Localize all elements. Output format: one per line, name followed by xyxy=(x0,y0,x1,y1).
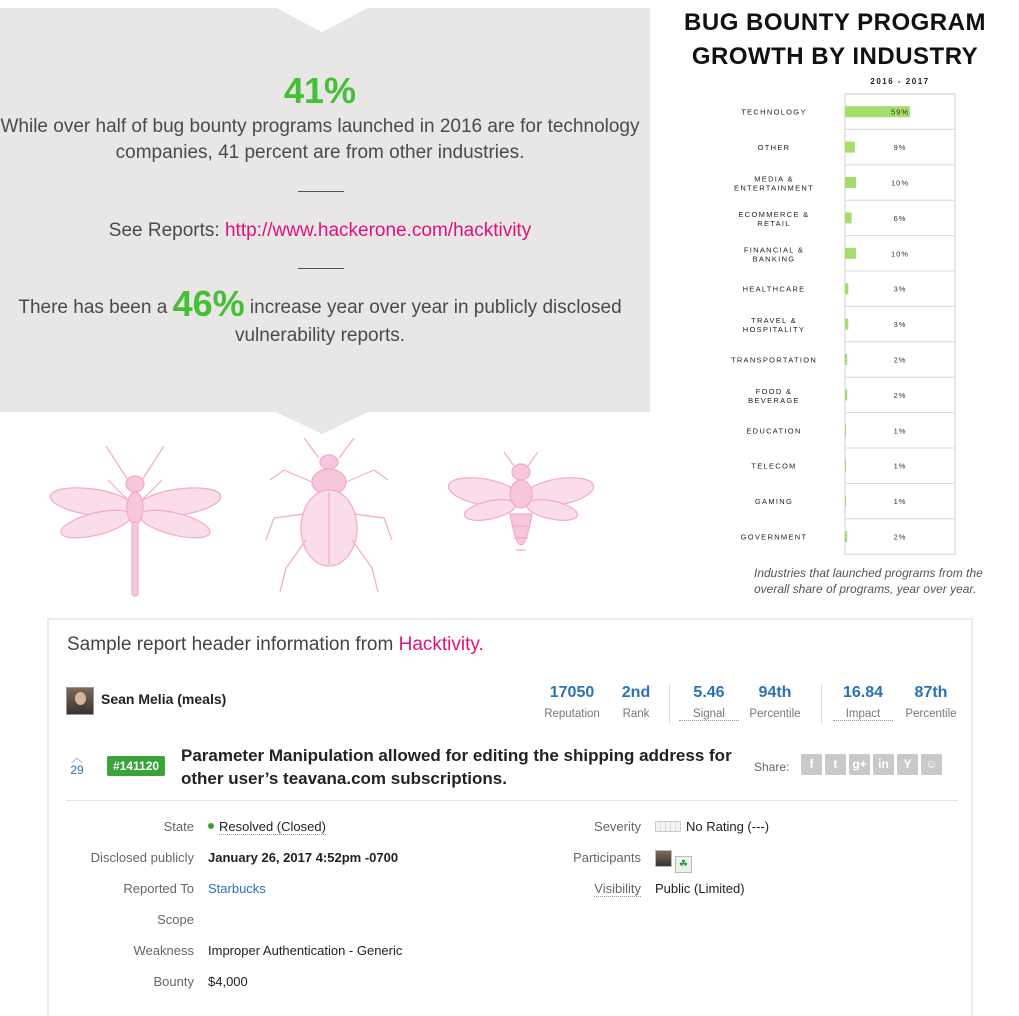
stat-46-description xyxy=(0,283,640,350)
chart-caption: Industries that launched programs from the overall share of programs, year over year. xyxy=(754,566,983,596)
chart-category-label: TRANSPORTATION xyxy=(730,355,818,365)
chart-bar xyxy=(845,425,846,436)
share-label: Share: xyxy=(754,760,790,774)
chart-subtitle: 2016 - 2017 xyxy=(870,77,930,86)
avatar[interactable] xyxy=(66,687,94,715)
reporter-name[interactable]: Sean Melia (meals) xyxy=(101,691,227,707)
chart-category-label: MEDIA & ENTERTAINMENT xyxy=(734,174,814,193)
beetle-icon xyxy=(264,436,394,596)
chart-bar xyxy=(845,142,855,153)
severity-meter-icon xyxy=(655,821,681,832)
metric-label: Reputation xyxy=(544,708,600,720)
field-value-weakness: Improper Authentication - Generic xyxy=(208,943,403,958)
chart-data-label: 59% xyxy=(890,107,910,117)
chart-title: BUG BOUNTY PROGRAM GROWTH BY INDUSTRY xyxy=(684,9,986,70)
metric-value: 87th xyxy=(914,684,948,701)
twitter-icon[interactable]: t xyxy=(825,754,846,775)
field-value-visibility: Public (Limited) xyxy=(655,881,745,896)
dragonfly-icon xyxy=(48,440,223,600)
status-dot-icon xyxy=(208,823,214,829)
starbucks-logo-icon[interactable]: ☘ xyxy=(675,856,692,873)
field-value-state xyxy=(208,819,326,834)
divider xyxy=(298,191,344,192)
field-label-weakness: Weakness xyxy=(133,943,194,958)
stat-46-text-before: There has been a xyxy=(18,297,168,318)
field-value-participants xyxy=(655,850,695,873)
chart-data-label: 1% xyxy=(893,461,907,471)
metric-label[interactable]: Impact xyxy=(833,708,893,721)
metric-impact xyxy=(833,684,893,721)
chart-category-label: ECOMMERCE & RETAIL xyxy=(738,209,810,228)
chart-category-label: TECHNOLOGY xyxy=(741,107,807,117)
facebook-icon[interactable]: f xyxy=(801,754,822,775)
metric-value: 17050 xyxy=(549,684,595,701)
chart-data-label: 10% xyxy=(890,178,910,188)
stat-46-percent: 46% xyxy=(172,283,245,324)
linkedin-icon[interactable]: in xyxy=(873,754,894,775)
visibility-label-text[interactable]: Visibility xyxy=(594,881,641,896)
metric-label: Percentile xyxy=(749,708,801,720)
stat-41-description: While over half of bug bounty programs launched in 2016 are for technology companies, 41 percent are from other industries. xyxy=(0,116,640,163)
share-icons xyxy=(801,754,942,775)
metric-impact-percentile xyxy=(899,684,963,720)
chart-bar xyxy=(845,283,848,294)
card-heading-text: Sample report header information from xyxy=(67,634,399,655)
report-title: Parameter Manipulation allowed for editing the shipping address for other user’s teavana.com subscriptions. xyxy=(181,746,732,788)
metric-value: 5.46 xyxy=(693,684,725,701)
field-label-reported-to: Reported To xyxy=(123,881,194,896)
chart-data-label: 10% xyxy=(890,249,910,259)
field-label-state: State xyxy=(163,819,194,834)
field-value-disclosed: January 26, 2017 4:52pm -0700 xyxy=(208,850,399,865)
field-label-scope: Scope xyxy=(157,912,194,927)
stats-panel xyxy=(0,8,650,412)
card-divider xyxy=(66,800,958,801)
panel-notch-top xyxy=(276,8,368,32)
chart-data-label: 2% xyxy=(893,390,907,400)
chart-data-label: 6% xyxy=(893,213,907,223)
field-value-reported-to[interactable]: Starbucks xyxy=(208,881,266,896)
chart-category-label: GAMING xyxy=(754,497,794,507)
chart-category-label: EDUCATION xyxy=(746,426,802,436)
chart-bar xyxy=(845,319,848,330)
chart-category-label: GOVERNMENT xyxy=(740,532,808,542)
chart-bar xyxy=(845,460,846,471)
see-reports-label: See Reports: xyxy=(108,220,220,241)
metric-separator xyxy=(821,684,822,724)
metric-label: Percentile xyxy=(905,708,957,720)
metric-signal xyxy=(679,684,739,721)
chart-data-label: 9% xyxy=(893,143,907,153)
upvote-count: 29 xyxy=(70,763,84,777)
chart-category-label: OTHER xyxy=(757,143,791,153)
metric-label: Rank xyxy=(622,708,650,720)
chart-bar xyxy=(845,354,847,365)
field-label-visibility xyxy=(489,881,641,896)
card-heading xyxy=(67,634,484,656)
chart-category-label: TELECOM xyxy=(751,461,797,471)
field-label-disclosed: Disclosed publicly xyxy=(90,850,194,865)
see-reports xyxy=(0,220,640,242)
participant-avatar[interactable] xyxy=(655,850,672,867)
report-id-badge[interactable]: #141120 xyxy=(107,756,165,776)
metric-value: 94th xyxy=(758,684,792,701)
state-text: Resolved (Closed) xyxy=(219,819,326,834)
ycombinator-icon[interactable]: Y xyxy=(897,754,918,775)
stat-46-text-after: increase year over year in publicly disclosed vulnerability reports. xyxy=(234,297,622,346)
divider xyxy=(298,268,344,269)
report-card xyxy=(47,618,973,1016)
chart-category-label: FINANCIAL & BANKING xyxy=(743,245,805,264)
chart-bar xyxy=(845,389,847,400)
upvote-button[interactable] xyxy=(66,753,88,777)
chart-data-label: 2% xyxy=(893,532,907,542)
chart-data-label: 1% xyxy=(893,497,907,507)
chart-bar xyxy=(845,531,847,542)
metric-rank xyxy=(611,684,661,720)
severity-text: No Rating (---) xyxy=(686,819,770,834)
chart-data-label: 3% xyxy=(893,320,907,330)
chart-category-label: HEALTHCARE xyxy=(742,284,806,294)
chart-bar xyxy=(845,212,852,223)
field-label-bounty: Bounty xyxy=(153,974,194,989)
wasp-icon xyxy=(446,450,596,580)
metric-label[interactable]: Signal xyxy=(679,708,739,721)
industry-bar-chart xyxy=(700,70,1000,560)
chart-category-label: TRAVEL & HOSPITALITY xyxy=(742,316,806,335)
hacktivity-link[interactable]: http://www.hackerone.com/hacktivity xyxy=(224,220,532,241)
chart-data-label: 1% xyxy=(893,426,907,436)
chart-bar xyxy=(845,177,856,188)
field-value-bounty: $4,000 xyxy=(208,974,248,989)
metric-value: 2nd xyxy=(621,684,651,701)
metric-signal-percentile xyxy=(743,684,807,720)
panel-notch-bottom xyxy=(276,412,368,434)
field-label-severity: Severity xyxy=(594,819,641,834)
metric-reputation xyxy=(537,684,607,720)
metric-value: 16.84 xyxy=(842,684,884,701)
chart-bar xyxy=(845,496,846,507)
chart-data-label: 3% xyxy=(893,284,907,294)
chart-bar xyxy=(845,248,856,259)
field-value-severity xyxy=(655,819,769,834)
google-plus-icon[interactable]: g+ xyxy=(849,754,870,775)
chart-data-label: 2% xyxy=(893,355,907,365)
hacktivity-label: Hacktivity. xyxy=(398,634,484,655)
reddit-icon[interactable]: ☺ xyxy=(921,754,942,775)
stat-41-percent: 41% xyxy=(283,70,357,111)
metric-separator xyxy=(669,684,670,724)
field-label-participants: Participants xyxy=(573,850,641,865)
chevron-up-icon: ︿ xyxy=(70,751,83,765)
chart-category-label: FOOD & BEVERAGE xyxy=(748,386,800,405)
